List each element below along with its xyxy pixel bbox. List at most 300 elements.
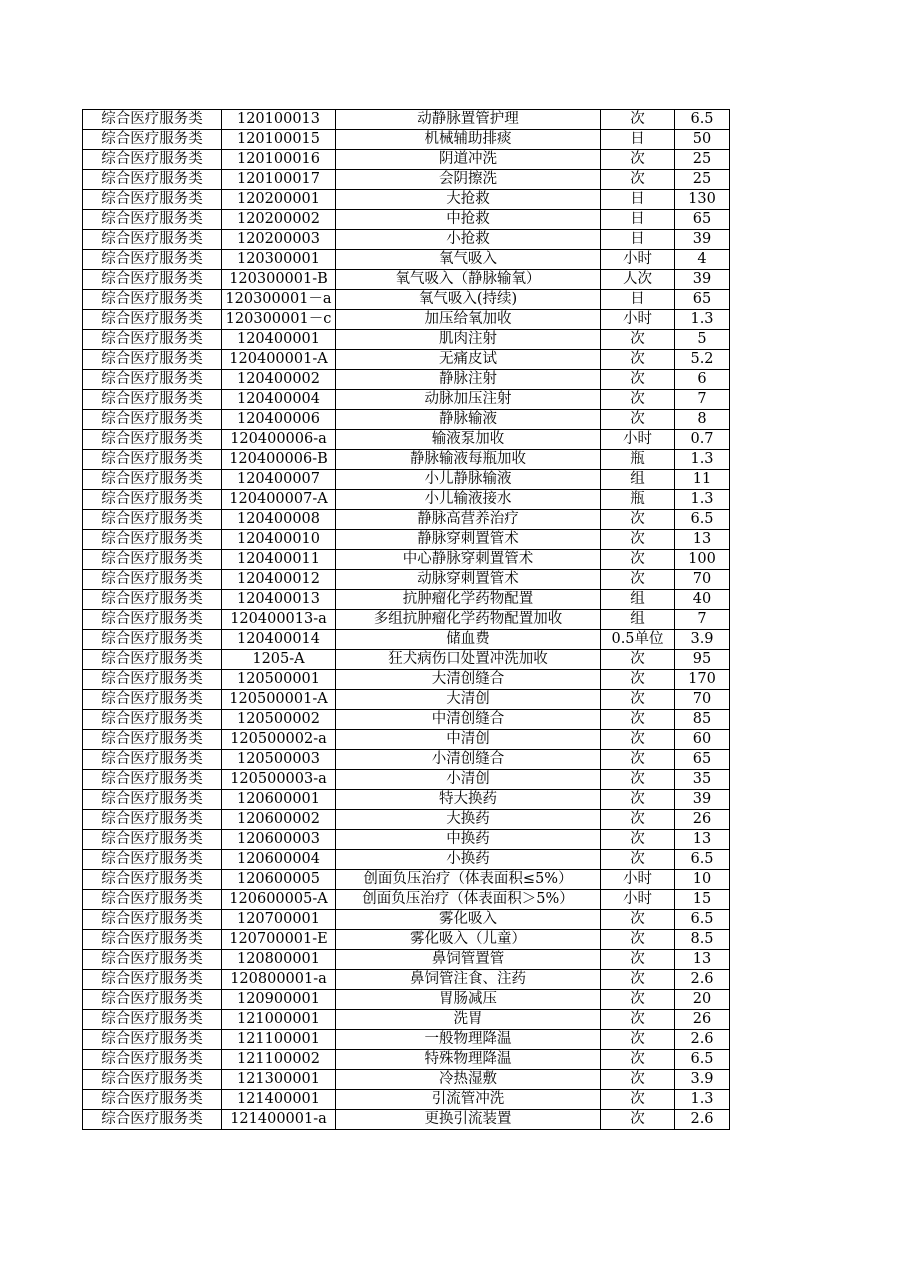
unit-cell: 次 [601,850,675,870]
code-cell: 120500001-A [222,690,336,710]
category-cell: 综合医疗服务类 [83,450,222,470]
category-cell: 综合医疗服务类 [83,190,222,210]
item-name-cell: 机械辅助排痰 [336,130,601,150]
unit-cell: 次 [601,550,675,570]
table-row [83,810,730,830]
unit-cell: 日 [601,290,675,310]
table-row [83,230,730,250]
table-row [83,850,730,870]
price-cell: 40 [675,590,730,610]
table-row [83,310,730,330]
price-cell: 7 [675,390,730,410]
table-row [83,830,730,850]
category-cell: 综合医疗服务类 [83,1030,222,1050]
item-name-cell: 大清创缝合 [336,670,601,690]
code-cell: 120400011 [222,550,336,570]
table-row [83,470,730,490]
unit-cell: 次 [601,390,675,410]
price-cell: 26 [675,810,730,830]
category-cell: 综合医疗服务类 [83,970,222,990]
unit-cell: 次 [601,650,675,670]
category-cell: 综合医疗服务类 [83,770,222,790]
unit-cell: 次 [601,950,675,970]
unit-cell: 次 [601,1010,675,1030]
item-name-cell: 洗胃 [336,1010,601,1030]
category-cell: 综合医疗服务类 [83,150,222,170]
table-row [83,350,730,370]
category-cell: 综合医疗服务类 [83,310,222,330]
price-cell: 60 [675,730,730,750]
table-row [83,130,730,150]
table-row [83,910,730,930]
unit-cell: 次 [601,750,675,770]
table-row [83,490,730,510]
code-cell: 120400008 [222,510,336,530]
table-row [83,1010,730,1030]
unit-cell: 日 [601,230,675,250]
price-cell: 2.6 [675,1030,730,1050]
price-cell: 6.5 [675,110,730,130]
code-cell: 121000001 [222,1010,336,1030]
table-row [83,150,730,170]
category-cell: 综合医疗服务类 [83,430,222,450]
item-name-cell: 储血费 [336,630,601,650]
category-cell: 综合医疗服务类 [83,650,222,670]
item-name-cell: 鼻饲管注食、注药 [336,970,601,990]
table-row [83,990,730,1010]
table-row [83,1070,730,1090]
price-cell: 8.5 [675,930,730,950]
code-cell: 120600004 [222,850,336,870]
category-cell: 综合医疗服务类 [83,810,222,830]
category-cell: 综合医疗服务类 [83,1090,222,1110]
price-cell: 2.6 [675,1110,730,1130]
code-cell: 120400002 [222,370,336,390]
item-name-cell: 抗肿瘤化学药物配置 [336,590,601,610]
price-cell: 6 [675,370,730,390]
unit-cell: 小时 [601,310,675,330]
item-name-cell: 冷热湿敷 [336,1070,601,1090]
table-row [83,770,730,790]
item-name-cell: 静脉注射 [336,370,601,390]
item-name-cell: 氧气吸入（静脉输氧） [336,270,601,290]
item-name-cell: 氧气吸入(持续) [336,290,601,310]
price-cell: 65 [675,210,730,230]
unit-cell: 次 [601,930,675,950]
code-cell: 120400001 [222,330,336,350]
table-row [83,630,730,650]
unit-cell: 0.5单位 [601,630,675,650]
table-row [83,210,730,230]
code-cell: 120900001 [222,990,336,1010]
item-name-cell: 肌肉注射 [336,330,601,350]
price-cell: 10 [675,870,730,890]
table-row [83,410,730,430]
price-cell: 85 [675,710,730,730]
code-cell: 120500001 [222,670,336,690]
unit-cell: 次 [601,330,675,350]
item-name-cell: 动静脉置管护理 [336,110,601,130]
code-cell: 120400014 [222,630,336,650]
price-cell: 13 [675,950,730,970]
price-cell: 0.7 [675,430,730,450]
code-cell: 120400006-B [222,450,336,470]
category-cell: 综合医疗服务类 [83,530,222,550]
category-cell: 综合医疗服务类 [83,330,222,350]
category-cell: 综合医疗服务类 [83,110,222,130]
unit-cell: 次 [601,790,675,810]
price-cell: 13 [675,530,730,550]
table-row [83,890,730,910]
item-name-cell: 鼻饲管置管 [336,950,601,970]
code-cell: 120200001 [222,190,336,210]
code-cell: 120400010 [222,530,336,550]
price-cell: 70 [675,570,730,590]
unit-cell: 次 [601,150,675,170]
category-cell: 综合医疗服务类 [83,1010,222,1030]
table-row [83,730,730,750]
category-cell: 综合医疗服务类 [83,910,222,930]
table-row [83,570,730,590]
category-cell: 综合医疗服务类 [83,130,222,150]
table-row [83,1050,730,1070]
item-name-cell: 静脉高营养治疗 [336,510,601,530]
code-cell: 120400007-A [222,490,336,510]
code-cell: 120100013 [222,110,336,130]
price-cell: 39 [675,270,730,290]
price-cell: 1.3 [675,1090,730,1110]
unit-cell: 次 [601,710,675,730]
category-cell: 综合医疗服务类 [83,390,222,410]
price-table-body [83,110,730,1130]
category-cell: 综合医疗服务类 [83,730,222,750]
table-row [83,530,730,550]
price-cell: 130 [675,190,730,210]
item-name-cell: 中清创缝合 [336,710,601,730]
price-cell: 13 [675,830,730,850]
table-row [83,590,730,610]
unit-cell: 人次 [601,270,675,290]
category-cell: 综合医疗服务类 [83,630,222,650]
code-cell: 120100017 [222,170,336,190]
price-cell: 8 [675,410,730,430]
item-name-cell: 中换药 [336,830,601,850]
unit-cell: 瓶 [601,450,675,470]
table-row [83,450,730,470]
table-row [83,330,730,350]
unit-cell: 次 [601,410,675,430]
table-row [83,650,730,670]
code-cell: 120300001-B [222,270,336,290]
category-cell: 综合医疗服务类 [83,610,222,630]
code-cell: 121300001 [222,1070,336,1090]
item-name-cell: 小抢救 [336,230,601,250]
category-cell: 综合医疗服务类 [83,1070,222,1090]
category-cell: 综合医疗服务类 [83,370,222,390]
category-cell: 综合医疗服务类 [83,750,222,770]
item-name-cell: 动脉加压注射 [336,390,601,410]
item-name-cell: 中心静脉穿刺置管术 [336,550,601,570]
item-name-cell: 静脉输液每瓶加收 [336,450,601,470]
item-name-cell: 动脉穿刺置管术 [336,570,601,590]
code-cell: 1205-A [222,650,336,670]
unit-cell: 日 [601,130,675,150]
code-cell: 120100015 [222,130,336,150]
unit-cell: 小时 [601,890,675,910]
item-name-cell: 氧气吸入 [336,250,601,270]
table-row [83,1110,730,1130]
category-cell: 综合医疗服务类 [83,230,222,250]
price-cell: 1.3 [675,450,730,470]
unit-cell: 次 [601,830,675,850]
category-cell: 综合医疗服务类 [83,470,222,490]
unit-cell: 日 [601,190,675,210]
item-name-cell: 狂犬病伤口处置冲洗加收 [336,650,601,670]
category-cell: 综合医疗服务类 [83,550,222,570]
code-cell: 120100016 [222,150,336,170]
item-name-cell: 引流管冲洗 [336,1090,601,1110]
item-name-cell: 输液泵加收 [336,430,601,450]
category-cell: 综合医疗服务类 [83,850,222,870]
code-cell: 120400004 [222,390,336,410]
unit-cell: 次 [601,770,675,790]
category-cell: 综合医疗服务类 [83,290,222,310]
unit-cell: 次 [601,810,675,830]
item-name-cell: 特殊物理降温 [336,1050,601,1070]
price-cell: 6.5 [675,1050,730,1070]
item-name-cell: 大抢救 [336,190,601,210]
price-cell: 20 [675,990,730,1010]
unit-cell: 次 [601,370,675,390]
category-cell: 综合医疗服务类 [83,830,222,850]
code-cell: 120800001-a [222,970,336,990]
price-cell: 6.5 [675,850,730,870]
price-cell: 7 [675,610,730,630]
item-name-cell: 小换药 [336,850,601,870]
item-name-cell: 中清创 [336,730,601,750]
category-cell: 综合医疗服务类 [83,930,222,950]
unit-cell: 次 [601,990,675,1010]
table-row [83,750,730,770]
unit-cell: 小时 [601,430,675,450]
price-cell: 2.6 [675,970,730,990]
price-cell: 170 [675,670,730,690]
item-name-cell: 小儿输液接水 [336,490,601,510]
unit-cell: 次 [601,970,675,990]
unit-cell: 次 [601,170,675,190]
price-cell: 100 [675,550,730,570]
category-cell: 综合医疗服务类 [83,170,222,190]
code-cell: 120700001-E [222,930,336,950]
category-cell: 综合医疗服务类 [83,1110,222,1130]
item-name-cell: 会阴擦洗 [336,170,601,190]
price-cell: 5 [675,330,730,350]
code-cell: 120300001－c [222,310,336,330]
table-row [83,270,730,290]
unit-cell: 次 [601,530,675,550]
price-cell: 65 [675,750,730,770]
code-cell: 121400001-a [222,1110,336,1130]
unit-cell: 组 [601,610,675,630]
category-cell: 综合医疗服务类 [83,670,222,690]
code-cell: 121400001 [222,1090,336,1110]
unit-cell: 次 [601,1030,675,1050]
code-cell: 121100002 [222,1050,336,1070]
code-cell: 120300001－a [222,290,336,310]
table-row [83,950,730,970]
code-cell: 120600002 [222,810,336,830]
table-row [83,690,730,710]
category-cell: 综合医疗服务类 [83,270,222,290]
unit-cell: 小时 [601,250,675,270]
category-cell: 综合医疗服务类 [83,990,222,1010]
code-cell: 120800001 [222,950,336,970]
unit-cell: 次 [601,1050,675,1070]
category-cell: 综合医疗服务类 [83,710,222,730]
unit-cell: 次 [601,350,675,370]
price-cell: 39 [675,790,730,810]
unit-cell: 次 [601,1070,675,1090]
table-row [83,970,730,990]
table-row [83,870,730,890]
unit-cell: 组 [601,470,675,490]
code-cell: 120200003 [222,230,336,250]
code-cell: 120400006-a [222,430,336,450]
table-row [83,610,730,630]
price-cell: 95 [675,650,730,670]
code-cell: 120500003 [222,750,336,770]
code-cell: 120200002 [222,210,336,230]
code-cell: 120600005 [222,870,336,890]
code-cell: 120300001 [222,250,336,270]
item-name-cell: 大清创 [336,690,601,710]
table-row [83,190,730,210]
unit-cell: 次 [601,510,675,530]
unit-cell: 小时 [601,870,675,890]
item-name-cell: 小儿静脉输液 [336,470,601,490]
price-cell: 50 [675,130,730,150]
table-row [83,110,730,130]
table-row [83,170,730,190]
code-cell: 120400013-a [222,610,336,630]
unit-cell: 次 [601,1090,675,1110]
code-cell: 120400007 [222,470,336,490]
category-cell: 综合医疗服务类 [83,890,222,910]
price-cell: 25 [675,150,730,170]
category-cell: 综合医疗服务类 [83,590,222,610]
item-name-cell: 特大换药 [336,790,601,810]
code-cell: 120700001 [222,910,336,930]
price-cell: 1.3 [675,310,730,330]
code-cell: 120400001-A [222,350,336,370]
item-name-cell: 中抢救 [336,210,601,230]
table-row [83,670,730,690]
table-row [83,510,730,530]
item-name-cell: 无痛皮试 [336,350,601,370]
unit-cell: 组 [601,590,675,610]
price-cell: 6.5 [675,510,730,530]
unit-cell: 次 [601,910,675,930]
price-cell: 6.5 [675,910,730,930]
price-cell: 3.9 [675,1070,730,1090]
price-cell: 70 [675,690,730,710]
unit-cell: 瓶 [601,490,675,510]
code-cell: 120600005-A [222,890,336,910]
item-name-cell: 胃肠减压 [336,990,601,1010]
unit-cell: 日 [601,210,675,230]
item-name-cell: 阴道冲洗 [336,150,601,170]
item-name-cell: 多组抗肿瘤化学药物配置加收 [336,610,601,630]
table-row [83,710,730,730]
item-name-cell: 创面负压治疗（体表面积＞5%） [336,890,601,910]
category-cell: 综合医疗服务类 [83,870,222,890]
price-cell: 4 [675,250,730,270]
code-cell: 120400006 [222,410,336,430]
item-name-cell: 静脉穿刺置管术 [336,530,601,550]
item-name-cell: 创面负压治疗（体表面积≤5%） [336,870,601,890]
item-name-cell: 雾化吸入 [336,910,601,930]
unit-cell: 次 [601,690,675,710]
price-cell: 26 [675,1010,730,1030]
item-name-cell: 加压给氧加收 [336,310,601,330]
category-cell: 综合医疗服务类 [83,210,222,230]
code-cell: 120500002-a [222,730,336,750]
table-row [83,370,730,390]
unit-cell: 次 [601,730,675,750]
price-cell: 1.3 [675,490,730,510]
category-cell: 综合医疗服务类 [83,410,222,430]
table-row [83,930,730,950]
category-cell: 综合医疗服务类 [83,490,222,510]
unit-cell: 次 [601,110,675,130]
code-cell: 120600001 [222,790,336,810]
item-name-cell: 小清创缝合 [336,750,601,770]
table-row [83,1030,730,1050]
category-cell: 综合医疗服务类 [83,510,222,530]
item-name-cell: 更换引流装置 [336,1110,601,1130]
price-table [82,109,730,1130]
item-name-cell: 雾化吸入（儿童） [336,930,601,950]
unit-cell: 次 [601,570,675,590]
unit-cell: 次 [601,670,675,690]
code-cell: 120400013 [222,590,336,610]
item-name-cell: 一般物理降温 [336,1030,601,1050]
table-row [83,430,730,450]
category-cell: 综合医疗服务类 [83,570,222,590]
category-cell: 综合医疗服务类 [83,790,222,810]
price-cell: 15 [675,890,730,910]
code-cell: 120500003-a [222,770,336,790]
category-cell: 综合医疗服务类 [83,1050,222,1070]
price-cell: 3.9 [675,630,730,650]
table-row [83,790,730,810]
table-row [83,390,730,410]
unit-cell: 次 [601,1110,675,1130]
price-cell: 5.2 [675,350,730,370]
code-cell: 121100001 [222,1030,336,1050]
price-cell: 65 [675,290,730,310]
category-cell: 综合医疗服务类 [83,690,222,710]
table-row [83,1090,730,1110]
category-cell: 综合医疗服务类 [83,350,222,370]
table-row [83,290,730,310]
price-cell: 11 [675,470,730,490]
price-cell: 25 [675,170,730,190]
item-name-cell: 静脉输液 [336,410,601,430]
table-row [83,250,730,270]
price-cell: 39 [675,230,730,250]
category-cell: 综合医疗服务类 [83,950,222,970]
